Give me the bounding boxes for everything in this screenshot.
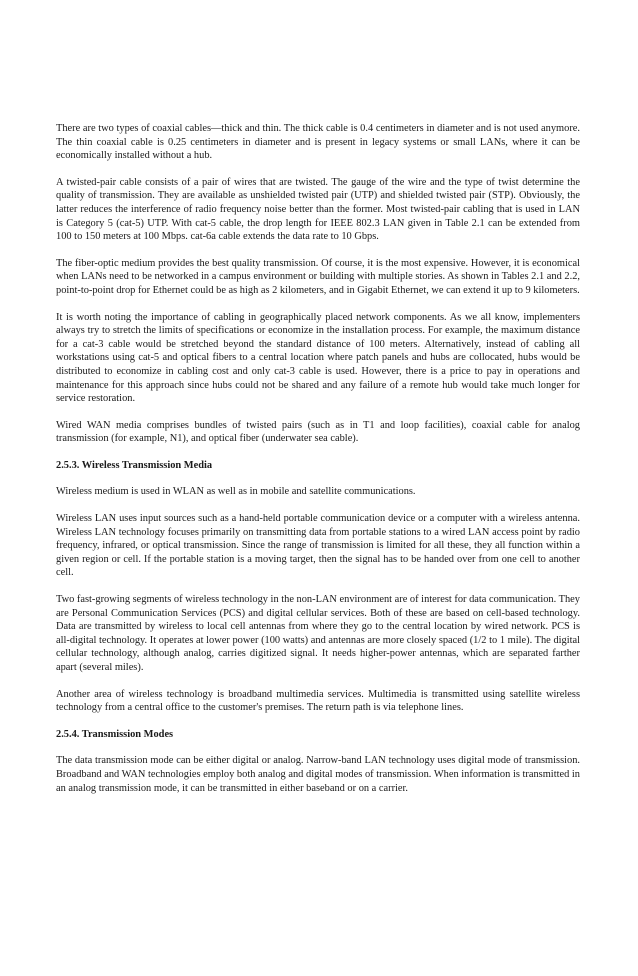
section-heading-transmission-modes: 2.5.4. Transmission Modes [56,728,174,740]
paragraph-coaxial-cables: There are two types of coaxial cables—thick and thin. The thick cable is 0.4 centimeters in diameter and is not used anymore. The thin coaxial cable is 0.25 centimeters in diameter and is present in legacy systems or small LANs, where it can be economically installed without a hub. [56,123,580,162]
paragraph-twisted-pair: A twisted-pair cable consists of a pair of wires that are twisted. The gauge of the wire and the type of twist determine the quality of transmission. They are available as unshielded twisted pair (UTP) and shielded twisted pair (STP). Obviously, the latter reduces the interference of radio frequency noise better than the former. Most twisted-pair cabling that is used in LAN is Category 5 (cat-5) UTP. With cat-5 cable, the drop length for IEEE 802.3 LAN given in Table 2.1 can be extended from 100 to 150 meters at 100 Mbps. cat-6a cable extends the data rate to 10 Gbps. [56,176,580,243]
paragraph-broadband-multimedia: Another area of wireless technology is broadband multimedia services. Multimedia is transmitted using satellite wireless technology from a central office to the customer's premises. The return path is via telephone lines. [56,688,580,714]
paragraph-fiber-optic: The fiber-optic medium provides the best quality transmission. Of course, it is the most expensive. However, it is economical when LANs need to be networked in a campus environment or building with multiple stories. As shown in Tables 2.1 and 2.2, point-to-point drop for Ethernet could be as high as 2 kilometers, and in Gigabit Ethernet, we can extend it up to 9 kilometers. [56,257,580,296]
paragraph-wired-wan-media: Wired WAN media comprises bundles of twisted pairs (such as in T1 and loop facilities), coaxial cable for analog transmission (for example, N1), and optical fiber (underwater sea cable). [56,419,580,445]
paragraph-pcs-cellular: Two fast-growing segments of wireless technology in the non-LAN environment are of interest for data communication. They are Personal Communication Services (PCS) and digital cellular services. Both of these are based on cell-based technology. Data are transmitted by wireless to local cell antennas from where they go to the central location by wired network. PCS is all-digital technology. It operates at lower power (100 watts) and antennas are more closely spaced (1/2 to 1 mile). The digital cellular technology, although analog, carries digitized signal. It needs higher-power antennas, which are separated farther apart (several miles). [56,594,580,673]
paragraph-cabling-importance: It is worth noting the importance of cabling in geographically placed network components. As we all know, implementers always try to stretch the limits of specifications or economize in the installation process. For example, the maximum distance for a cat-3 cable would be stretched beyond the standard distance of 100 meters. Alternatively, instead of cabling all workstations using cat-5 and optical fibers to a central location where patch panels and hubs are collocated, hubs would be distributed to economize in cabling cost and only cat-3 cable is used. However, there is a price to pay in operations and maintenance for this approach since hubs could not be shared and any failure of a remote hub would take much longer for service restoration. [56,311,580,405]
document-page [56,122,580,808]
paragraph-wireless-medium: Wireless medium is used in WLAN as well as in mobile and satellite communications. [56,486,416,498]
section-heading-wireless-media: 2.5.3. Wireless Transmission Media [56,459,213,471]
paragraph-wireless-lan: Wireless LAN uses input sources such as a hand-held portable communication device or a computer with a wireless antenna. Wireless LAN technology focuses primarily on transmitting data from portable stations to a wired LAN access point by radio frequency, infrared, or optical transmission. Since the range of transmission is limited for all these, they all function within a given region or cell. If the portable station is a moving target, then the signal has to be handed over from one cell to another cell. [56,513,580,579]
paragraph-transmission-modes: The data transmission mode can be either digital or analog. Narrow-band LAN technology uses digital mode of transmission. Broadband and WAN technologies employ both analog and digital modes of transmission. When information is transmitted in an analog transmission mode, it can be transmitted in either baseband or on a carrier. [56,755,580,794]
